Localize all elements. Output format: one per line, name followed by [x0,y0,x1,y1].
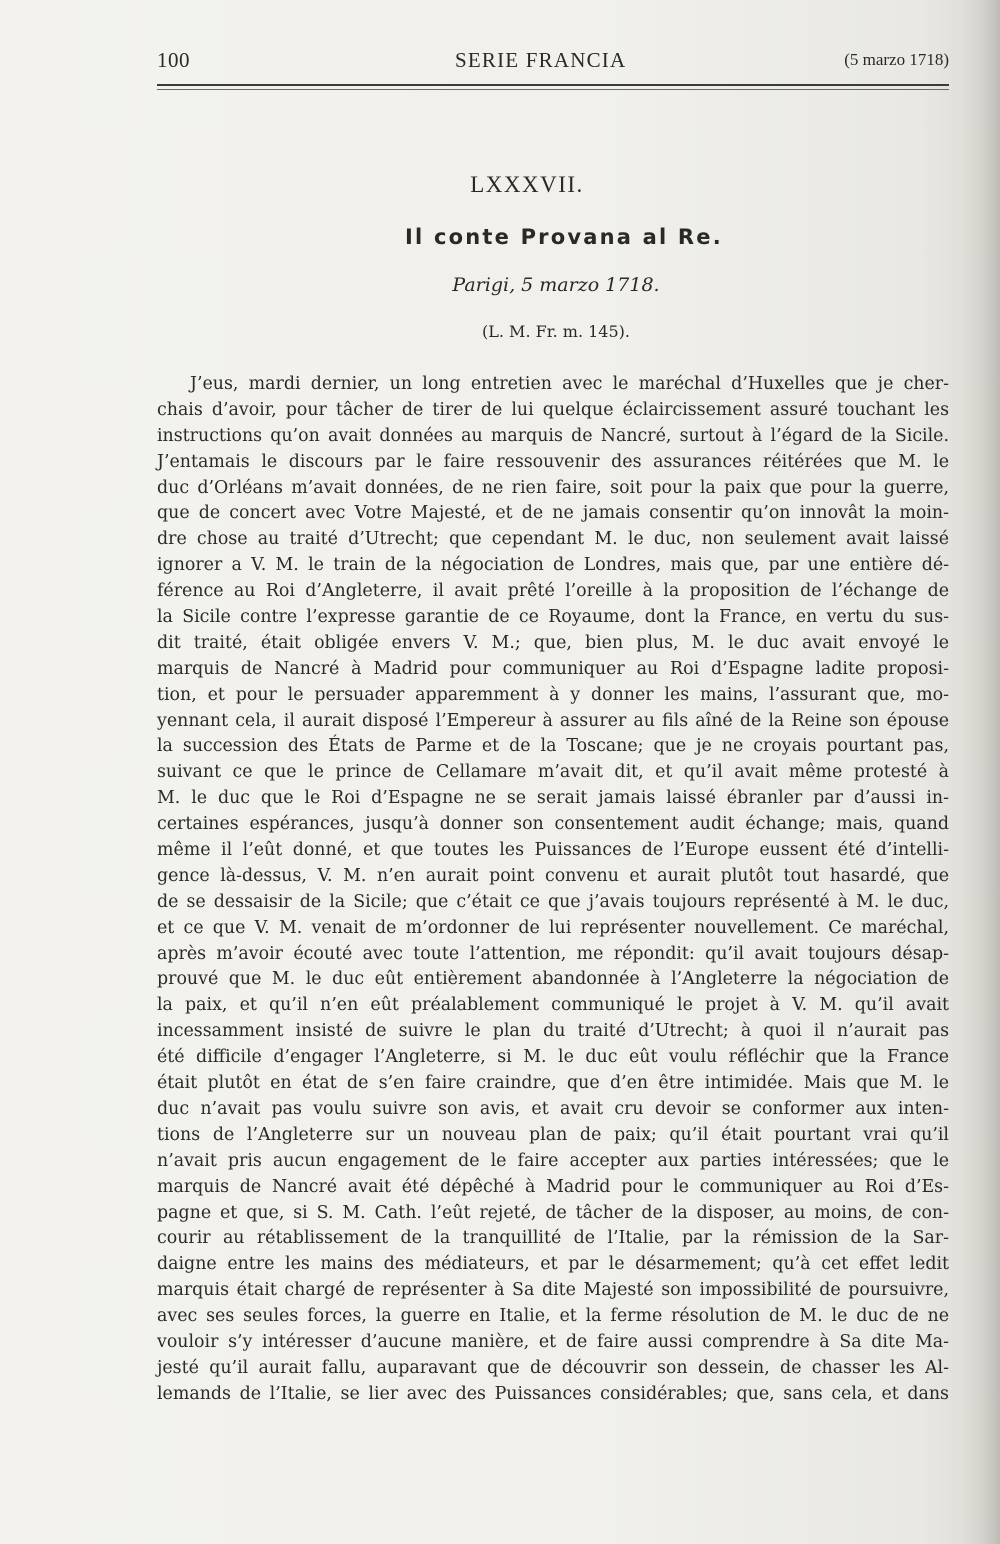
text-line: lemands de l’Italie, se lier avec des Puissances considérables; que, sans cela, et dans [157,1383,949,1404]
text-line: suivant ce que le prince de Cellamare m’avait dit, et qu’il avait même protesté à [157,762,949,783]
page-number: 100 [157,48,190,72]
text-line: chais d’avoir, pour tâcher de tirer de lui quelque éclaircissement assuré touchant les [157,399,949,420]
header-rule [157,84,949,86]
archival-source: (L. M. Fr. m. 145). [482,322,630,341]
text-line: pagne et que, si S. M. Cath. l’eût rejeté, de tâcher de la disposer, au moins, de con- [157,1202,949,1223]
text-line: instructions qu’on avait données au marquis de Nancré, surtout à l’égard de la Sicile. [157,425,949,446]
text-line: après m’avoir écouté avec toute l’attention, me répondit: qu’il avait toujours désap- [157,943,949,964]
text-line: n’avait pris aucun engagement de le faire accepter aux parties intéressées; que le [157,1150,949,1171]
text-line: férence au Roi d’Angleterre, il avait prêté l’oreille à la proposition de l’échange de [157,581,949,602]
text-line: certaines espérances, jusqu’à donner son consentement audit échange; mais, quand [157,814,949,835]
text-line: de se dessaisir de la Sicile; que c’était ce que j’avais toujours représenté à M. le duc, [157,891,949,912]
text-line: marquis était chargé de représenter à Sa dite Majesté son impossibilité de poursuivre, [157,1280,949,1301]
text-line: duc d’Orléans m’avait données, de ne rien faire, soit pour la paix que pour la guerre, [157,477,949,498]
text-line: gence là-dessus, V. M. n’en aurait point convenu et aurait plutôt tout hasardé, que [157,865,949,886]
text-line: et ce que V. M. venait de m’ordonner de lui représenter nouvellement. Ce maréchal, [157,917,949,938]
text-line: duc n’avait pas voulu suivre son avis, et avait cru devoir se conformer aux inten- [157,1098,949,1119]
text-line: la Sicile contre l’expresse garantie de ce Royaume, dont la France, en vertu du sus- [157,607,949,628]
text-line: marquis de Nancré à Madrid pour communiquer au Roi d’Espagne ladite proposi- [157,658,949,679]
text-line: dre chose au traité d’Utrecht; que cependant M. le duc, non seulement avait laissé [157,529,949,550]
text-line: dit traité, était obligée envers V. M.; que, bien plus, M. le duc avait envoyé le [157,632,949,653]
text-line: J’eus, mardi dernier, un long entretien avec le maréchal d’Huxelles que je cher- [190,374,949,394]
document-title: Il conte Provana al Re. [405,225,723,249]
text-line: été difficile d’engager l’Angleterre, si M. le duc eût voulu réfléchir que la France [157,1047,949,1068]
text-line: jesté qu’il aurait fallu, auparavant que de découvrir son dessein, de chasser les Al- [157,1357,949,1378]
text-line: M. le duc que le Roi d’Espagne ne se serait jamais laissé ébranler par d’aussi in- [157,788,949,809]
running-header [157,48,949,78]
text-line: daigne entre les mains des médiateurs, et par le désarmement; qu’à cet effet ledit [157,1254,949,1275]
header-date: (5 marzo 1718) [844,50,949,69]
text-line: ignorer a V. M. le train de la négociation de Londres, mais que, par une entière dé- [157,555,949,576]
letter-body [157,372,949,1408]
header-rule-thin [157,89,949,90]
text-line: yennant cela, il aurait disposé l’Empereur à assurer au fils aîné de la Reine son épouse [157,710,949,731]
text-line: avec ses seules forces, la guerre en Italie, et la ferme résolution de M. le duc de ne [157,1306,949,1327]
document-number: LXXXVII. [470,172,584,197]
text-line: tions de l’Angleterre sur un nouveau plan de paix; qu’il était pourtant vrai qu’il [157,1124,949,1145]
text-line: même il l’eût donné, et que toutes les Puissances de l’Europe eussent été d’intelli- [157,840,949,861]
text-line: marquis de Nancré avait été dépêché à Madrid pour le communiquer au Roi d’Es- [157,1176,949,1197]
text-line: la paix, et qu’il n’en eût préalablement communiqué le projet à V. M. qu’il avait [157,995,949,1016]
text-line: incessamment insisté de suivre le plan du traité d’Utrecht; à quoi il n’aurait pas [157,1021,949,1042]
text-line: était plutôt en état de s’en faire craindre, que d’en être intimidée. Mais que M. le [157,1073,949,1094]
place-date: Parigi, 5 marzo 1718. [452,274,660,296]
text-line: que de concert avec Votre Majesté, et de ne jamais consentir qu’on innovât la moin- [157,503,949,524]
running-title: SERIE FRANCIA [455,48,627,72]
text-line: tion, et pour le persuader apparemment à y donner les mains, l’assurant que, mo- [157,684,949,705]
text-line: J’entamais le discours par le faire ressouvenir des assurances réitérées que M. le [157,451,949,472]
text-line: prouvé que M. le duc eût entièrement abandonnée à l’Angleterre la négociation de [157,969,949,990]
text-line: vouloir s’y intéresser d’aucune manière, et de faire aussi comprendre à Sa dite Ma- [157,1331,949,1352]
text-line: courir au rétablissement de la tranquillité de l’Italie, par la rémission de la Sar- [157,1228,949,1249]
text-line: la succession des États de Parme et de la Toscane; que je ne croyais pourtant pas, [157,736,949,757]
